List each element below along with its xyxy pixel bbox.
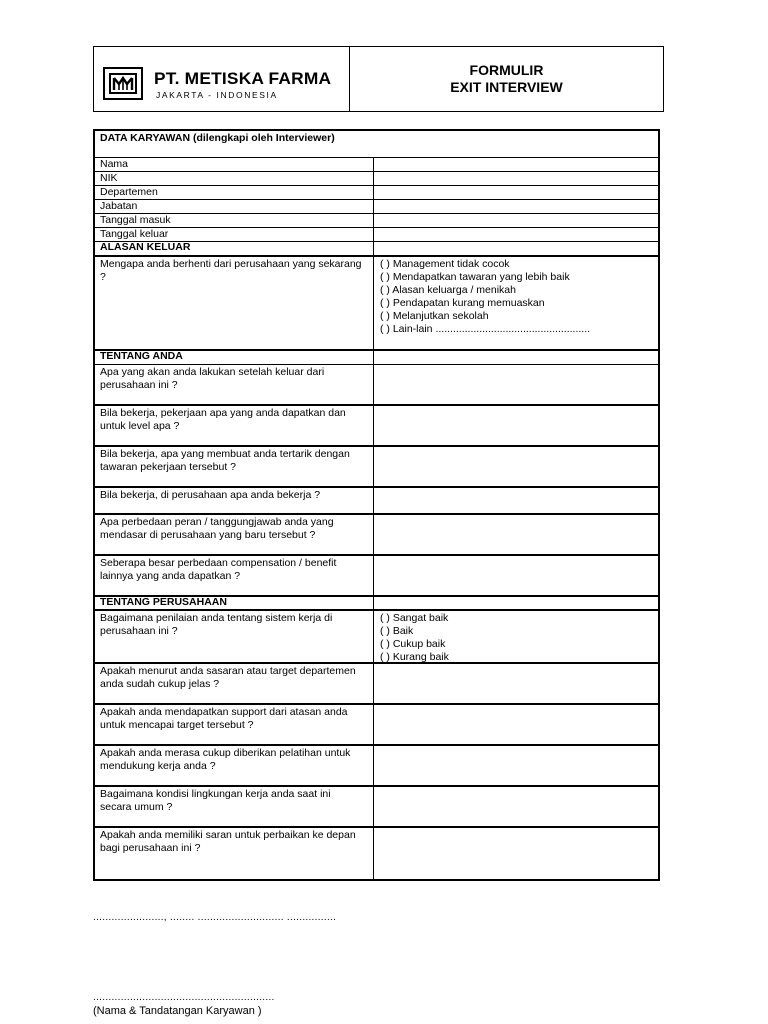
- option-cukup-baik[interactable]: ( ) Cukup baik: [380, 638, 446, 650]
- section-title-data-karyawan: DATA KARYAWAN (dilengkapi oleh Interviewer): [100, 132, 335, 144]
- question-text: Apakah anda merasa cukup diberikan pelatihan untuk mendukung kerja anda ?: [100, 747, 351, 772]
- field-row-jabatan[interactable]: [95, 200, 658, 214]
- question-alasan-keluar: Mengapa anda berhenti dari perusahaan yang sekarang ?: [100, 258, 362, 283]
- field-row-departemen[interactable]: [95, 186, 658, 200]
- question-text: Bila bekerja, apa yang membuat anda tertarik dengan tawaran pekerjaan tersebut ?: [100, 448, 350, 473]
- alasan-keluar-row: [95, 257, 658, 351]
- tentang-perusahaan-header: [95, 597, 658, 611]
- rating-row: [95, 611, 658, 664]
- company-name: PT. METISKA FARMA: [154, 69, 332, 88]
- form-title-line1: FORMULIR: [469, 62, 544, 78]
- question-text: Apakah anda memiliki saran untuk perbaikan ke depan bagi perusahaan ini ?: [100, 829, 356, 854]
- section-title-tentang-anda: TENTANG ANDA: [100, 350, 183, 362]
- question-row[interactable]: [95, 515, 658, 556]
- question-text: Bila bekerja, pekerjaan apa yang anda dapatkan dan untuk level apa ?: [100, 407, 346, 432]
- option-kurang-baik[interactable]: ( ) Kurang baik: [380, 651, 449, 663]
- signature-caption: (Nama & Tandatangan Karyawan ): [93, 1005, 262, 1017]
- question-penilaian-sistem-kerja: Bagaimana penilaian anda tentang sistem kerja di perusahaan ini ?: [100, 612, 333, 637]
- rating-options: [380, 612, 655, 664]
- option-management-tidak-cocok[interactable]: ( ) Management tidak cocok: [380, 258, 510, 270]
- question-row[interactable]: [95, 705, 658, 746]
- question-row[interactable]: [95, 828, 658, 879]
- company-logo-block: [94, 47, 350, 111]
- question-text: Apa perbedaan peran / tanggungjawab anda yang mendasar di perusahaan yang baru tersebut ?: [100, 516, 334, 541]
- field-row-nama[interactable]: [95, 158, 658, 172]
- field-label-tanggal-keluar: Tanggal keluar: [100, 228, 169, 240]
- section-title-alasan-keluar: ALASAN KELUAR: [100, 241, 191, 253]
- field-label-departemen: Departemen: [100, 186, 158, 198]
- field-label-nama: Nama: [100, 158, 129, 170]
- signature-line[interactable]: ...........................................................: [93, 992, 275, 1003]
- section-title-tentang-perusahaan: TENTANG PERUSAHAAN: [100, 596, 227, 608]
- question-text: Apa yang akan anda lakukan setelah keluar dari perusahaan ini ?: [100, 366, 325, 391]
- question-text: Bila bekerja, di perusahaan apa anda bekerja ?: [100, 489, 321, 501]
- alasan-keluar-header: [95, 242, 658, 257]
- question-row[interactable]: [95, 787, 658, 828]
- question-text: Apakah menurut anda sasaran atau target departemen anda sudah cukup jelas ?: [100, 665, 356, 690]
- option-melanjutkan-sekolah[interactable]: ( ) Melanjutkan sekolah: [380, 310, 489, 322]
- option-sangat-baik[interactable]: ( ) Sangat baik: [380, 612, 449, 624]
- company-logo-icon: [103, 67, 143, 100]
- place-date-line[interactable]: ......................., ........ ............................ ................: [93, 912, 337, 923]
- question-text: Seberapa besar perbedaan compensation / benefit lainnya yang anda dapatkan ?: [100, 557, 337, 582]
- field-label-tanggal-masuk: Tanggal masuk: [100, 214, 171, 226]
- form-title: [350, 47, 663, 111]
- alasan-keluar-options: [380, 258, 655, 336]
- field-label-nik: NIK: [100, 172, 118, 184]
- question-row[interactable]: [95, 365, 658, 406]
- question-row[interactable]: [95, 406, 658, 447]
- option-tawaran-lebih-baik[interactable]: ( ) Mendapatkan tawaran yang lebih baik: [380, 271, 570, 283]
- question-row[interactable]: [95, 746, 658, 787]
- option-lain-lain[interactable]: ( ) Lain-lain .....................................................: [380, 323, 591, 335]
- field-label-jabatan: Jabatan: [100, 200, 138, 212]
- form-header: [93, 46, 664, 112]
- option-baik[interactable]: ( ) Baik: [380, 625, 414, 637]
- form-title-line2: EXIT INTERVIEW: [450, 79, 563, 95]
- question-text: Bagaimana kondisi lingkungan kerja anda saat ini secara umum ?: [100, 788, 331, 813]
- field-row-tanggal-masuk[interactable]: [95, 214, 658, 228]
- question-row[interactable]: [95, 664, 658, 705]
- option-alasan-keluarga[interactable]: ( ) Alasan keluarga / menikah: [380, 284, 516, 296]
- field-row-nik[interactable]: [95, 172, 658, 186]
- data-karyawan-header: [95, 131, 658, 158]
- field-row-tanggal-keluar[interactable]: [95, 228, 658, 242]
- company-city: JAKARTA - INDONESIA: [156, 90, 278, 100]
- tentang-anda-header: [95, 351, 658, 365]
- question-text: Apakah anda mendapatkan support dari atasan anda untuk mencapai target tersebut ?: [100, 706, 348, 731]
- exit-interview-form: [93, 129, 660, 881]
- option-pendapatan-kurang[interactable]: ( ) Pendapatan kurang memuaskan: [380, 297, 545, 309]
- question-row[interactable]: [95, 447, 658, 488]
- question-row[interactable]: [95, 488, 658, 515]
- question-row[interactable]: [95, 556, 658, 597]
